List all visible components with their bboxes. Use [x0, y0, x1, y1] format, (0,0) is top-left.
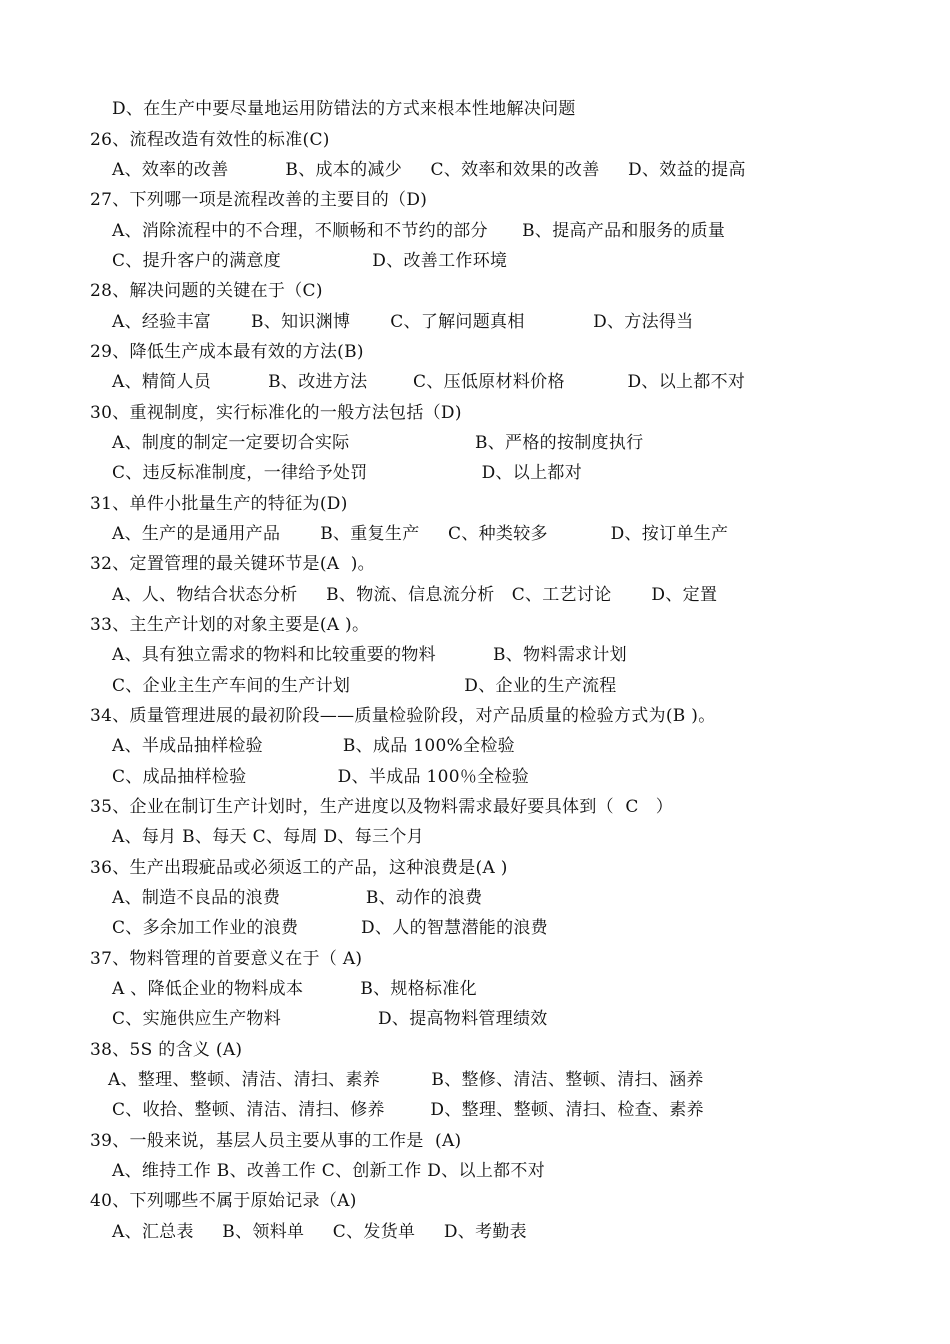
option-line: C、实施供应生产物料 D、提高物料管理绩效 [112, 1009, 548, 1029]
question-line: 34、质量管理进展的最初阶段——质量检验阶段，对产品质量的检验方式为(B )。 [90, 706, 716, 726]
option-line: A、精简人员 B、改进方法 C、压低原材料价格 D、以上都不对 [112, 372, 746, 392]
option-line: C、收拾、整顿、清洁、清扫、修养 D、整理、整顿、清扫、检查、素养 [112, 1100, 704, 1120]
question-line: 30、重视制度，实行标准化的一般方法包括（D) [90, 403, 462, 423]
question-line: 35、企业在制订生产计划时，生产进度以及物料需求最好要具体到（ C ） [90, 797, 674, 817]
question-line: 26、流程改造有效性的标准(C) [90, 130, 330, 150]
question-line: 27、下列哪一项是流程改善的主要目的（D) [90, 190, 428, 210]
option-line: A、整理、整顿、清洁、清扫、素养 B、整修、清洁、整顿、清扫、涵养 [108, 1070, 704, 1090]
option-line: C、企业主生产车间的生产计划 D、企业的生产流程 [112, 676, 617, 696]
option-line: A、制造不良品的浪费 B、动作的浪费 [112, 888, 483, 908]
question-line: 32、定置管理的最关键环节是(A )。 [90, 554, 375, 574]
option-line: A、汇总表 B、领料单 C、发货单 D、考勤表 [112, 1222, 527, 1242]
question-line: 29、降低生产成本最有效的方法(B) [90, 342, 364, 362]
option-line: C、成品抽样检验 D、半成品 100％全检验 [112, 767, 530, 787]
option-line: A、经验丰富 B、知识渊博 C、了解问题真相 D、方法得当 [112, 312, 694, 332]
option-line: A、效率的改善 B、成本的减少 C、效率和效果的改善 D、效益的提高 [112, 160, 746, 180]
option-line: A、半成品抽样检验 B、成品 100%全检验 [112, 736, 515, 756]
question-line: 31、单件小批量生产的特征为(D) [90, 494, 348, 514]
question-line: 36、生产出瑕疵品或必须返工的产品，这种浪费是(A ) [90, 858, 508, 878]
option-line: A、制度的制定一定要切合实际 B、严格的按制度执行 [112, 433, 644, 453]
option-line: C、提升客户的满意度 D、改善工作环境 [112, 251, 508, 271]
option-line: C、违反标准制度，一律给予处罚 D、以上都对 [112, 463, 583, 483]
option-line: A、维持工作 B、改善工作 C、创新工作 D、以上都不对 [112, 1161, 546, 1181]
option-line: A、人、物结合状态分析 B、物流、信息流分析 C、工艺讨论 D、定置 [112, 585, 718, 605]
option-line: A、每月 B、每天 C、每周 D、每三个月 [112, 827, 424, 847]
option-line: D、在生产中要尽量地运用防错法的方式来根本性地解决问题 [112, 99, 576, 119]
question-line: 33、主生产计划的对象主要是(A )。 [90, 615, 370, 635]
option-line: A、消除流程中的不合理，不顺畅和不节约的部分 B、提高产品和服务的质量 [112, 221, 726, 241]
question-line: 38、5S 的含义 (A) [90, 1040, 243, 1060]
option-line: A、具有独立需求的物料和比较重要的物料 B、物料需求计划 [112, 645, 627, 665]
option-line: A、生产的是通用产品 B、重复生产 C、种类较多 D、按订单生产 [112, 524, 729, 544]
question-line: 40、下列哪些不属于原始记录（A) [90, 1191, 357, 1211]
option-line: C、多余加工作业的浪费 D、人的智慧潜能的浪费 [112, 918, 548, 938]
question-line: 37、物料管理的首要意义在于（ A) [90, 949, 363, 969]
option-line: A 、降低企业的物料成本 B、规格标准化 [112, 979, 477, 999]
question-line: 39、一般来说，基层人员主要从事的工作是 (A) [90, 1131, 462, 1151]
question-line: 28、解决问题的关键在于（C) [90, 281, 323, 301]
